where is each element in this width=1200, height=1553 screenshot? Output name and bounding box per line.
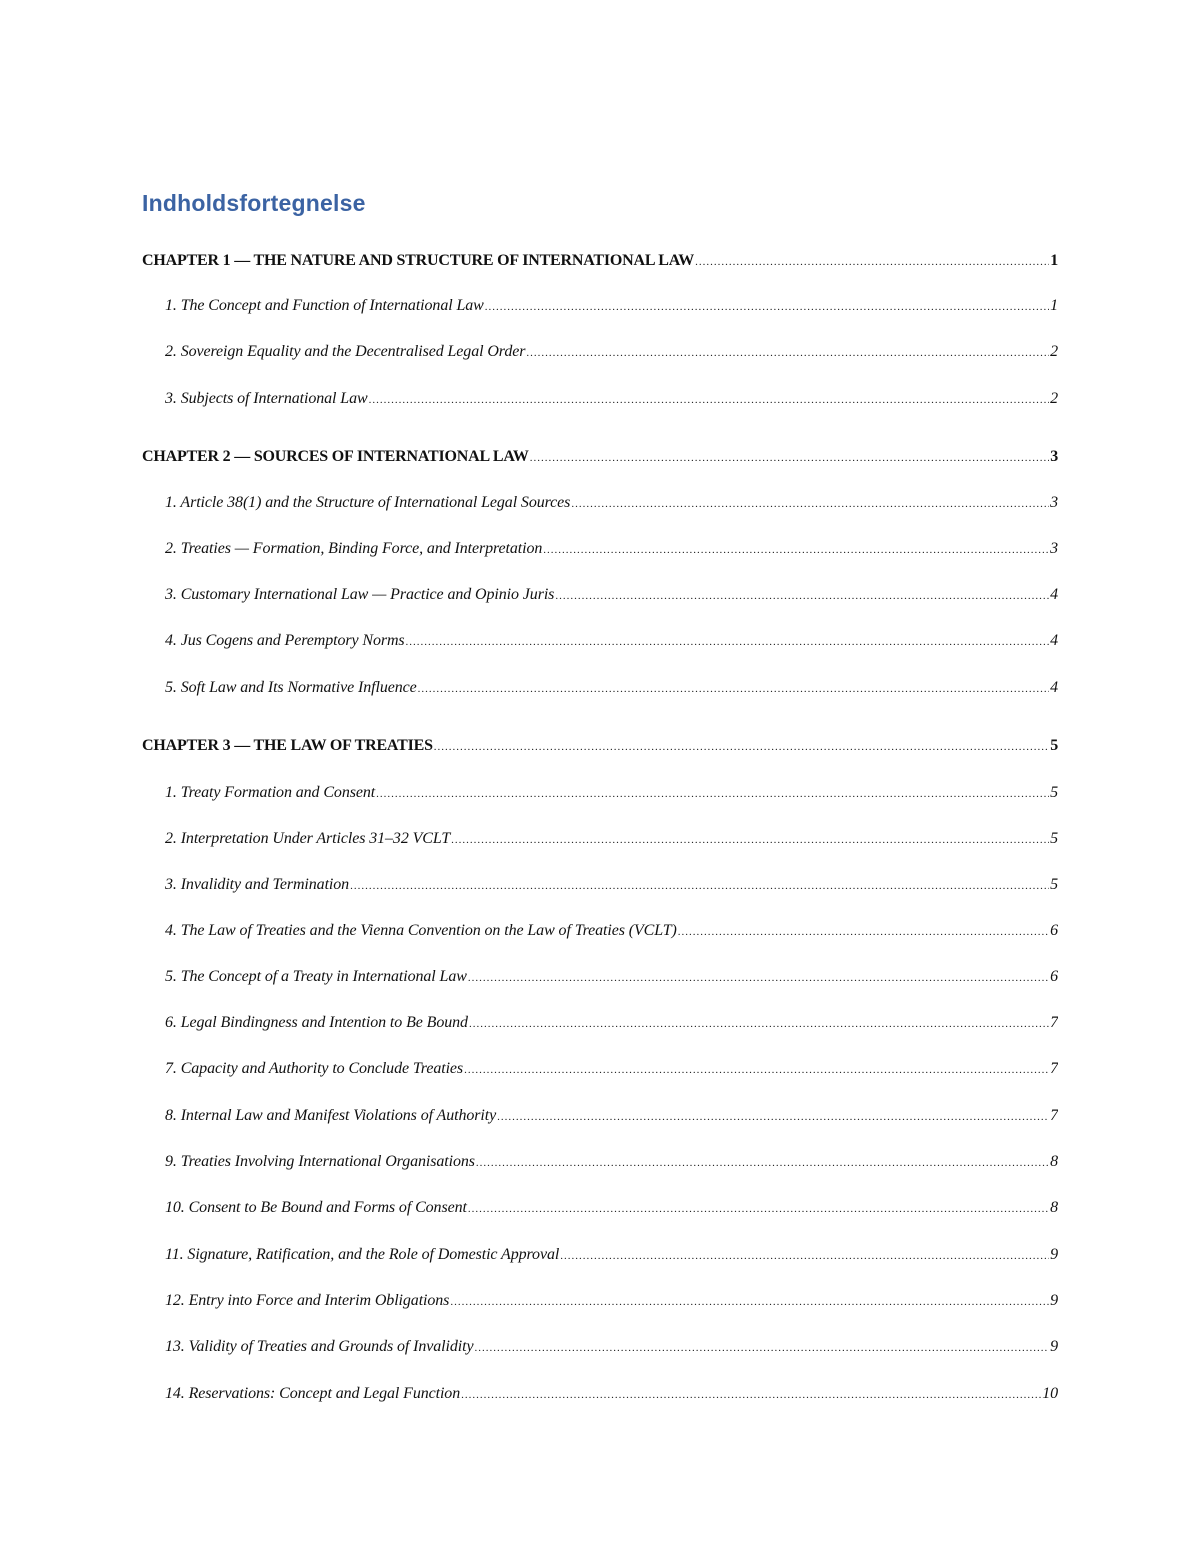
toc-section-entry[interactable] <box>165 922 1058 948</box>
toc-dot-leader <box>434 741 1049 753</box>
toc-dot-leader <box>476 1157 1049 1169</box>
toc-section-entry[interactable] <box>165 784 1058 810</box>
toc-section-entry[interactable] <box>165 1292 1058 1318</box>
toc-section-entry[interactable] <box>165 830 1058 856</box>
toc-page-number: 4 <box>1050 586 1058 603</box>
toc-dot-leader <box>555 590 1049 602</box>
toc-dot-leader <box>560 1250 1049 1262</box>
toc-entry-label: 3. Customary International Law — Practice and Opinio Juris <box>165 586 555 603</box>
toc-dot-leader <box>468 972 1049 984</box>
toc-chapter-entry[interactable] <box>142 252 1058 278</box>
toc-section-entry[interactable] <box>165 632 1058 658</box>
toc-entry-label: 14. Reservations: Concept and Legal Function <box>165 1385 461 1402</box>
toc-page-number: 4 <box>1050 632 1058 649</box>
toc-entry-label: 1. Article 38(1) and the Structure of International Legal Sources <box>165 494 571 511</box>
toc-dot-leader <box>376 788 1049 800</box>
toc-entry-label: 12. Entry into Force and Interim Obligations <box>165 1292 450 1309</box>
toc-entry-label: 11. Signature, Ratification, and the Role of Domestic Approval <box>165 1246 560 1263</box>
toc-dot-leader <box>497 1111 1049 1123</box>
toc-dot-leader <box>418 683 1049 695</box>
toc-page-number: 9 <box>1050 1246 1058 1263</box>
toc-section-entry[interactable] <box>165 876 1058 902</box>
toc-section-entry[interactable] <box>165 1153 1058 1179</box>
toc-page-number: 8 <box>1050 1153 1058 1170</box>
toc-section-entry[interactable] <box>165 1338 1058 1364</box>
toc-dot-leader <box>350 880 1049 892</box>
toc-title: Indholdsfortegnelse <box>142 190 366 216</box>
toc-dot-leader <box>678 926 1049 938</box>
toc-entry-label: 10. Consent to Be Bound and Forms of Consent <box>165 1199 467 1216</box>
toc-page-number: 2 <box>1050 343 1058 360</box>
toc-page-number: 5 <box>1050 876 1058 893</box>
toc-dot-leader <box>451 834 1049 846</box>
toc-section-entry[interactable] <box>165 1014 1058 1040</box>
toc-page-number: 2 <box>1050 390 1058 407</box>
toc-dot-leader <box>543 544 1049 556</box>
toc-entry-label: 2. Sovereign Equality and the Decentralised Legal Order <box>165 343 526 360</box>
toc-entry-label: 7. Capacity and Authority to Conclude Treaties <box>165 1060 464 1077</box>
toc-section-entry[interactable] <box>165 1060 1058 1086</box>
toc-entry-label: 2. Treaties — Formation, Binding Force, and Interpretation <box>165 540 543 557</box>
toc-entry-label: 5. Soft Law and Its Normative Influence <box>165 679 417 696</box>
toc-page-number: 4 <box>1050 679 1058 696</box>
toc-chapter-entry[interactable] <box>142 737 1058 763</box>
toc-entry-label: 13. Validity of Treaties and Grounds of Invalidity <box>165 1338 474 1355</box>
toc-page-number: 10 <box>1042 1385 1058 1402</box>
toc-dot-leader <box>530 452 1049 464</box>
toc-page-number: 9 <box>1050 1292 1058 1309</box>
toc-dot-leader <box>469 1018 1049 1030</box>
toc-entry-label: 4. Jus Cogens and Peremptory Norms <box>165 632 405 649</box>
toc-dot-leader <box>461 1389 1041 1401</box>
toc-section-entry[interactable] <box>165 540 1058 566</box>
toc-entry-label: 3. Subjects of International Law <box>165 390 368 407</box>
toc-section-entry[interactable] <box>165 968 1058 994</box>
toc-section-entry[interactable] <box>165 679 1058 705</box>
toc-page-number: 1 <box>1050 297 1058 314</box>
toc-dot-leader <box>526 347 1049 359</box>
toc-dot-leader <box>450 1296 1049 1308</box>
toc-dot-leader <box>474 1342 1049 1354</box>
toc-page-number: 5 <box>1050 830 1058 847</box>
toc-entry-label: CHAPTER 2 — SOURCES OF INTERNATIONAL LAW <box>142 448 529 465</box>
toc-entry-label: CHAPTER 1 — THE NATURE AND STRUCTURE OF INTERNATIONAL LAW <box>142 252 695 269</box>
toc-section-entry[interactable] <box>165 1107 1058 1133</box>
toc-page-number: 5 <box>1050 784 1058 801</box>
toc-entry-label: 2. Interpretation Under Articles 31–32 VCLT <box>165 830 451 847</box>
toc-entry-label: 1. The Concept and Function of International Law <box>165 297 484 314</box>
toc-dot-leader <box>468 1203 1049 1215</box>
toc-page-number: 6 <box>1050 922 1058 939</box>
toc-page-number: 3 <box>1050 448 1058 465</box>
toc-entry-label: 9. Treaties Involving International Organisations <box>165 1153 475 1170</box>
toc-dot-leader <box>571 498 1049 510</box>
toc-section-entry[interactable] <box>165 1199 1058 1225</box>
toc-section-entry[interactable] <box>165 390 1058 416</box>
toc-page-number: 8 <box>1050 1199 1058 1216</box>
toc-dot-leader <box>464 1064 1049 1076</box>
toc-page-number: 9 <box>1050 1338 1058 1355</box>
toc-section-entry[interactable] <box>165 343 1058 369</box>
toc-entry-label: 4. The Law of Treaties and the Vienna Convention on the Law of Treaties (VCLT) <box>165 922 677 939</box>
toc-page-number: 3 <box>1050 494 1058 511</box>
toc-entry-label: 5. The Concept of a Treaty in International Law <box>165 968 467 985</box>
toc-dot-leader <box>369 394 1050 406</box>
toc-entry-label: 3. Invalidity and Termination <box>165 876 350 893</box>
toc-dot-leader <box>406 636 1050 648</box>
toc-entry-label: 8. Internal Law and Manifest Violations of Authority <box>165 1107 497 1124</box>
toc-section-entry[interactable] <box>165 494 1058 520</box>
toc-page-number: 5 <box>1050 737 1058 754</box>
toc-entry-label: 1. Treaty Formation and Consent <box>165 784 376 801</box>
toc-dot-leader <box>695 256 1049 268</box>
toc-chapter-entry[interactable] <box>142 448 1058 474</box>
toc-page-number: 7 <box>1050 1014 1058 1031</box>
toc-page-number: 6 <box>1050 968 1058 985</box>
toc-section-entry[interactable] <box>165 586 1058 612</box>
toc-section-entry[interactable] <box>165 297 1058 323</box>
toc-section-entry[interactable] <box>165 1246 1058 1272</box>
toc-entry-label: CHAPTER 3 — THE LAW OF TREATIES <box>142 737 433 754</box>
toc-dot-leader <box>485 301 1049 313</box>
toc-entry-label: 6. Legal Bindingness and Intention to Be Bound <box>165 1014 468 1031</box>
toc-page-number: 1 <box>1050 252 1058 269</box>
toc-page-number: 3 <box>1050 540 1058 557</box>
toc-section-entry[interactable] <box>165 1385 1058 1411</box>
toc-page-number: 7 <box>1050 1107 1058 1124</box>
toc-page-number: 7 <box>1050 1060 1058 1077</box>
